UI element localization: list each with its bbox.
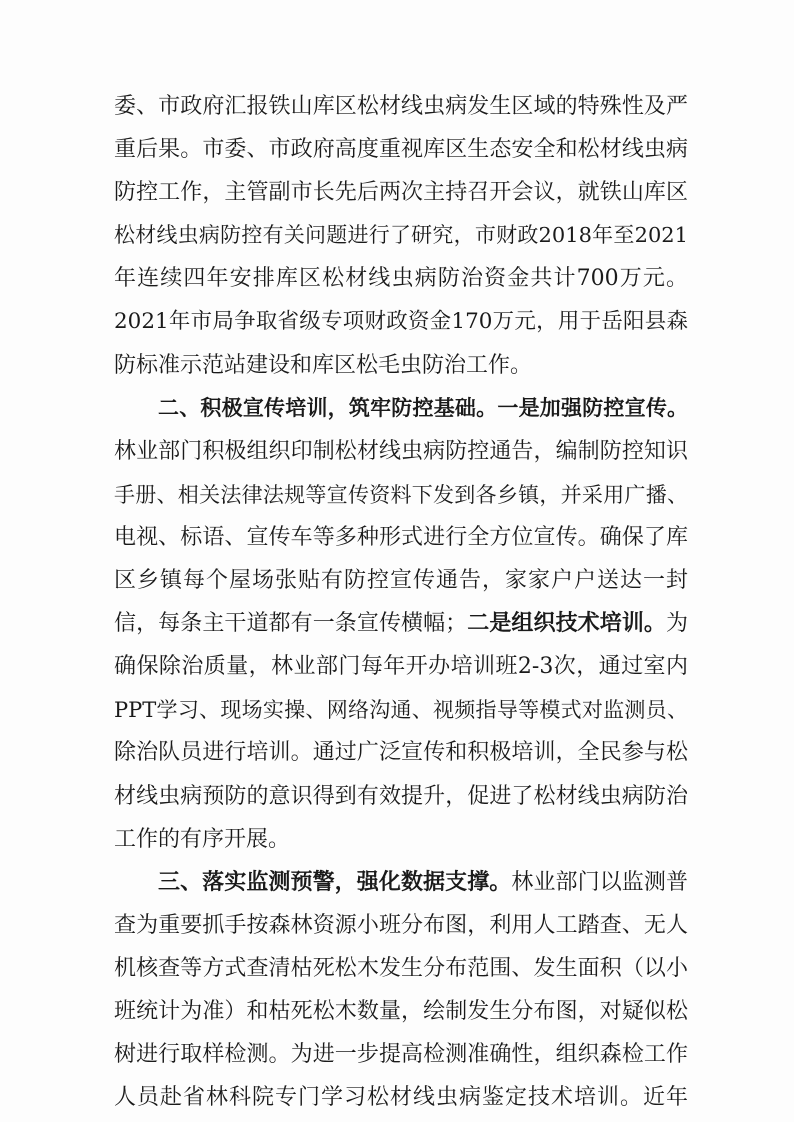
text-line <box>114 688 688 731</box>
text-run: 材线虫病预防的意识得到有效提升，促进了松材线虫病防治 <box>114 783 688 809</box>
text-line <box>114 602 688 645</box>
text-line <box>114 731 688 774</box>
text-line <box>114 473 688 516</box>
text-run: 防标准示范站建设和库区松毛虫防治工作。 <box>114 352 533 378</box>
text-run: 林业部门以监测普 <box>511 869 688 895</box>
text-line <box>114 645 688 688</box>
text-line <box>114 85 688 128</box>
text-run: 松材线虫病防控有关问题进行了研究，市财政2018年至2021 <box>114 223 688 248</box>
emphasis-text: 二是组织技术培训。 <box>467 611 666 637</box>
text-run: 信，每条主干道都有一条宣传横幅； <box>114 611 468 637</box>
text-line <box>114 300 688 343</box>
text-line <box>114 775 688 818</box>
text-line <box>114 1076 688 1119</box>
text-line <box>114 947 688 990</box>
text-line <box>114 1033 688 1076</box>
text-run: 为 <box>665 611 688 637</box>
text-run: PPT学习、现场实操、网络沟通、视频指导等模式对监测员、 <box>114 697 688 723</box>
text-run: 树进行取样检测。为进一步提高检测准确性，组织森检工作 <box>114 1042 688 1068</box>
text-run: 2021年市局争取省级专项财政资金170万元，用于岳阳县森 <box>114 309 688 335</box>
text-run: 工作的有序开展。 <box>114 826 291 852</box>
text-run: 年连续四年安排库区松材线虫病防治资金共计700万元。 <box>114 266 688 292</box>
section-heading: 二、积极宣传培训，筑牢防控基础。 <box>158 395 498 420</box>
text-line <box>114 430 688 473</box>
text-run: 防控工作，主管副市长先后两次主持召开会议，就铁山库区 <box>114 180 688 206</box>
document-body <box>114 85 688 1119</box>
paragraph <box>114 387 688 861</box>
text-line <box>114 128 688 171</box>
text-line <box>114 257 688 300</box>
text-line <box>114 990 688 1033</box>
text-run: 机核查等方式查清枯死松木发生分布范围、发生面积（以小 <box>114 955 688 981</box>
text-run: 人员赴省林科院专门学习松材线虫病鉴定技术培训。近年 <box>114 1085 688 1111</box>
text-line <box>114 904 688 947</box>
text-run: 电视、标语、宣传车等多种形式进行全方位宣传。确保了库 <box>114 524 688 550</box>
text-line <box>114 171 688 214</box>
text-run: 委、市政府汇报铁山库区松材线虫病发生区域的特殊性及严 <box>114 94 688 119</box>
text-line <box>114 818 688 861</box>
emphasis-text: 一是加强防控宣传。 <box>497 395 688 420</box>
text-line <box>114 344 688 387</box>
paragraph <box>114 85 688 387</box>
text-line <box>114 861 688 904</box>
text-line <box>114 387 688 430</box>
text-run: 查为重要抓手按森林资源小班分布图，利用人工踏查、无人 <box>114 912 688 938</box>
paragraph <box>114 861 688 1120</box>
text-run: 除治队员进行培训。通过广泛宣传和积极培训，全民参与松 <box>114 740 688 766</box>
section-heading: 三、落实监测预警，强化数据支撑。 <box>158 869 512 895</box>
text-run: 重后果。市委、市政府高度重视库区生态安全和松材线虫病 <box>114 137 688 163</box>
text-run: 确保除治质量，林业部门每年开办培训班2-3次，通过室内 <box>114 654 688 680</box>
text-line <box>114 214 688 257</box>
text-run: 林业部门积极组织印制松材线虫病防控通告，编制防控知识 <box>114 438 688 464</box>
text-run: 区乡镇每个屋场张贴有防控宣传通告，家家户户送达一封 <box>114 568 688 594</box>
text-line <box>114 559 688 602</box>
text-line <box>114 516 688 559</box>
text-run: 班统计为准）和枯死松木数量，绘制发生分布图，对疑似松 <box>114 998 688 1024</box>
text-run: 手册、相关法律法规等宣传资料下发到各乡镇，并采用广播、 <box>114 481 688 507</box>
